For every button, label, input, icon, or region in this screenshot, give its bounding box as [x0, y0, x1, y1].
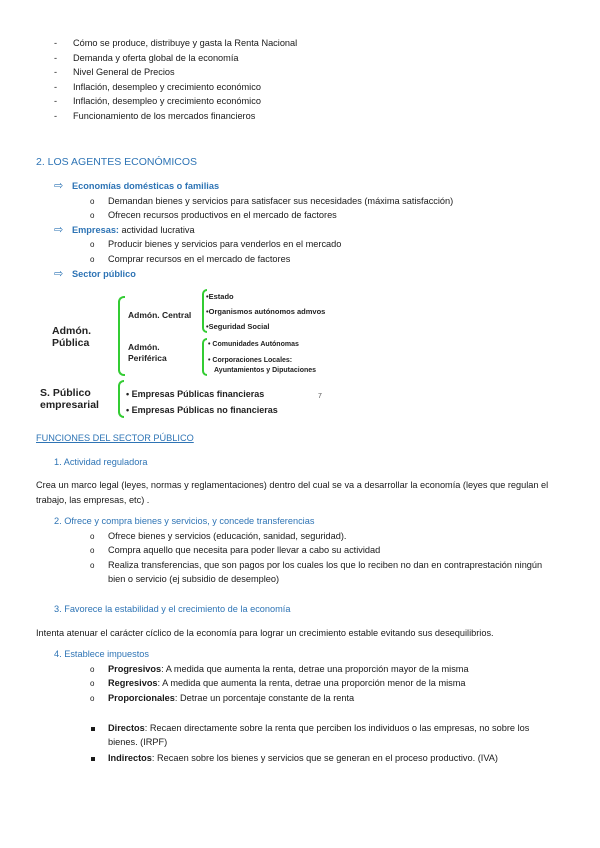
function-4-heading: 4. Establece impuestos	[54, 649, 149, 659]
central-items: •Estado •Organismos autónomos admvos •Seguridad Social	[206, 292, 326, 331]
diagram-label-admin-periferica: Admón. Periférica	[128, 342, 167, 363]
arrow-right-icon: ⇨	[54, 180, 64, 192]
circle-bullet-icon: o	[90, 679, 95, 688]
empresas-items: • Empresas Públicas financieras • Empresas Públicas no financieras	[126, 389, 278, 415]
funciones-heading: FUNCIONES DEL SECTOR PÚBLICO	[36, 433, 194, 443]
function-1-heading: 1. Actividad reguladora	[54, 457, 148, 467]
circle-bullet-icon: o	[90, 255, 95, 264]
green-brace	[118, 380, 124, 418]
page-mark: 7	[318, 393, 322, 400]
function-2-heading: 2. Ofrece y compra bienes y servicios, y concede transferencias	[54, 516, 315, 526]
function-1-text: Crea un marco legal (leyes, normas y reglamentaciones) dentro del cual se va a desarrollar la economía (leyes que regulan el trabajo, las empresas, etc) .	[36, 480, 549, 505]
diagram-label-admin-central: Admón. Central	[128, 310, 192, 320]
arrow-right-icon: ⇨	[54, 268, 64, 280]
circle-bullet-icon: o	[90, 561, 95, 570]
square-bullet-icon	[91, 757, 95, 761]
square-bullet-icon	[91, 727, 95, 731]
circle-bullet-icon: o	[90, 546, 95, 555]
circle-bullet-icon: o	[90, 665, 95, 674]
circle-bullet-icon: o	[90, 240, 95, 249]
periferica-items: • Comunidades Autónomas • Corporaciones Locales: Ayuntamientos y Diputaciones	[208, 341, 317, 374]
green-brace	[118, 296, 125, 376]
circle-bullet-icon: o	[90, 532, 95, 541]
section-heading: 2. LOS AGENTES ECONÓMICOS	[36, 156, 198, 168]
diagram-label-admin-publica: Admón. Pública	[52, 325, 92, 349]
green-brace	[202, 338, 207, 376]
function-3-heading: 3. Favorece la estabilidad y el crecimiento de la economía	[54, 604, 291, 614]
circle-bullet-icon: o	[90, 197, 95, 206]
function-3-text: Intenta atenuar el carácter cíclico de la economía para lograr un crecimiento estable evitando sus desequilibrios.	[36, 628, 494, 638]
list-item-text: Directos: Recaen directamente sobre la renta que perciben los individuos o las empresas, no sobre los bienes. (IRPF)	[108, 723, 530, 747]
circle-bullet-icon: o	[90, 694, 95, 703]
arrow-right-icon: ⇨	[54, 224, 64, 236]
diagram-label-s-publico: S. Público empresarial	[40, 387, 99, 411]
list-item-text: Realiza transferencias, que son pagos por los cuales los que lo reciben no dan en contraprestación ningún bien o servicio (ej subsidio de desempleo)	[108, 560, 543, 584]
circle-bullet-icon: o	[90, 211, 95, 220]
